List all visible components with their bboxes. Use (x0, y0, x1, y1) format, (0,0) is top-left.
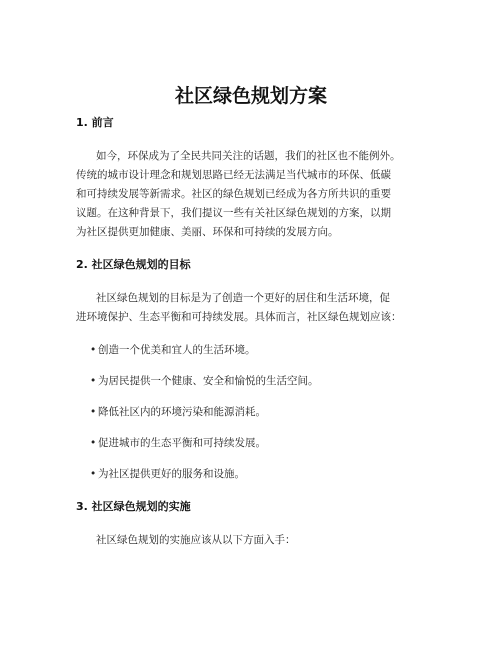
list-item-text: 为居民提供一个健康、安全和愉悦的生活空间。 (98, 375, 319, 387)
list-item-text: 促进城市的生态平衡和可持续发展。 (98, 437, 266, 449)
list-item (90, 466, 245, 482)
paragraph-line: 传统的城市设计理念和规划思路已经无法满足当代城市的环保、低碳 (76, 169, 391, 181)
section-heading-goals: 2. 社区绿色规划的目标 (76, 258, 191, 271)
document-title: 社区绿色规划方案 (174, 85, 327, 107)
bullet-glyph: • (90, 344, 97, 356)
list-item (90, 435, 266, 451)
section-heading-implementation: 3. 社区绿色规划的实施 (76, 500, 191, 513)
paragraph-line: 和可持续发展等新需求。社区的绿色规划已经成为各方所共识的重要 (76, 188, 391, 200)
paragraph-line: 议题。在这种背景下，我们提议一些有关社区绿色规划的方案，以期 (76, 207, 391, 219)
list-item-text: 创造一个优美和宜人的生活环境。 (98, 344, 256, 356)
section-heading-preface: 1. 前言 (76, 116, 114, 129)
list-item-text: 为社区提供更好的服务和设施。 (98, 468, 245, 480)
paragraph-line: 社区绿色规划的目标是为了创造一个更好的居住和生活环境，促 (96, 292, 390, 304)
bullet-glyph: • (90, 437, 97, 449)
list-item (90, 373, 319, 389)
paragraph-line: 社区绿色规划的实施应该从以下方面入手： (96, 534, 296, 546)
list-item (90, 342, 256, 358)
list-item-text: 降低社区内的环境污染和能源消耗。 (98, 406, 266, 418)
list-item (90, 404, 266, 420)
bullet-glyph: • (90, 375, 97, 387)
bullet-glyph: • (90, 406, 97, 418)
paragraph-line: 为社区提供更加健康、美丽、环保和可持续的发展方向。 (76, 226, 339, 238)
paragraph-line: 进环境保护、生态平衡和可持续发展。具体而言，社区绿色规划应该： (76, 311, 402, 323)
bullet-glyph: • (90, 468, 97, 480)
paragraph-line: 如今，环保成为了全民共同关注的话题，我们的社区也不能例外。 (96, 150, 401, 162)
